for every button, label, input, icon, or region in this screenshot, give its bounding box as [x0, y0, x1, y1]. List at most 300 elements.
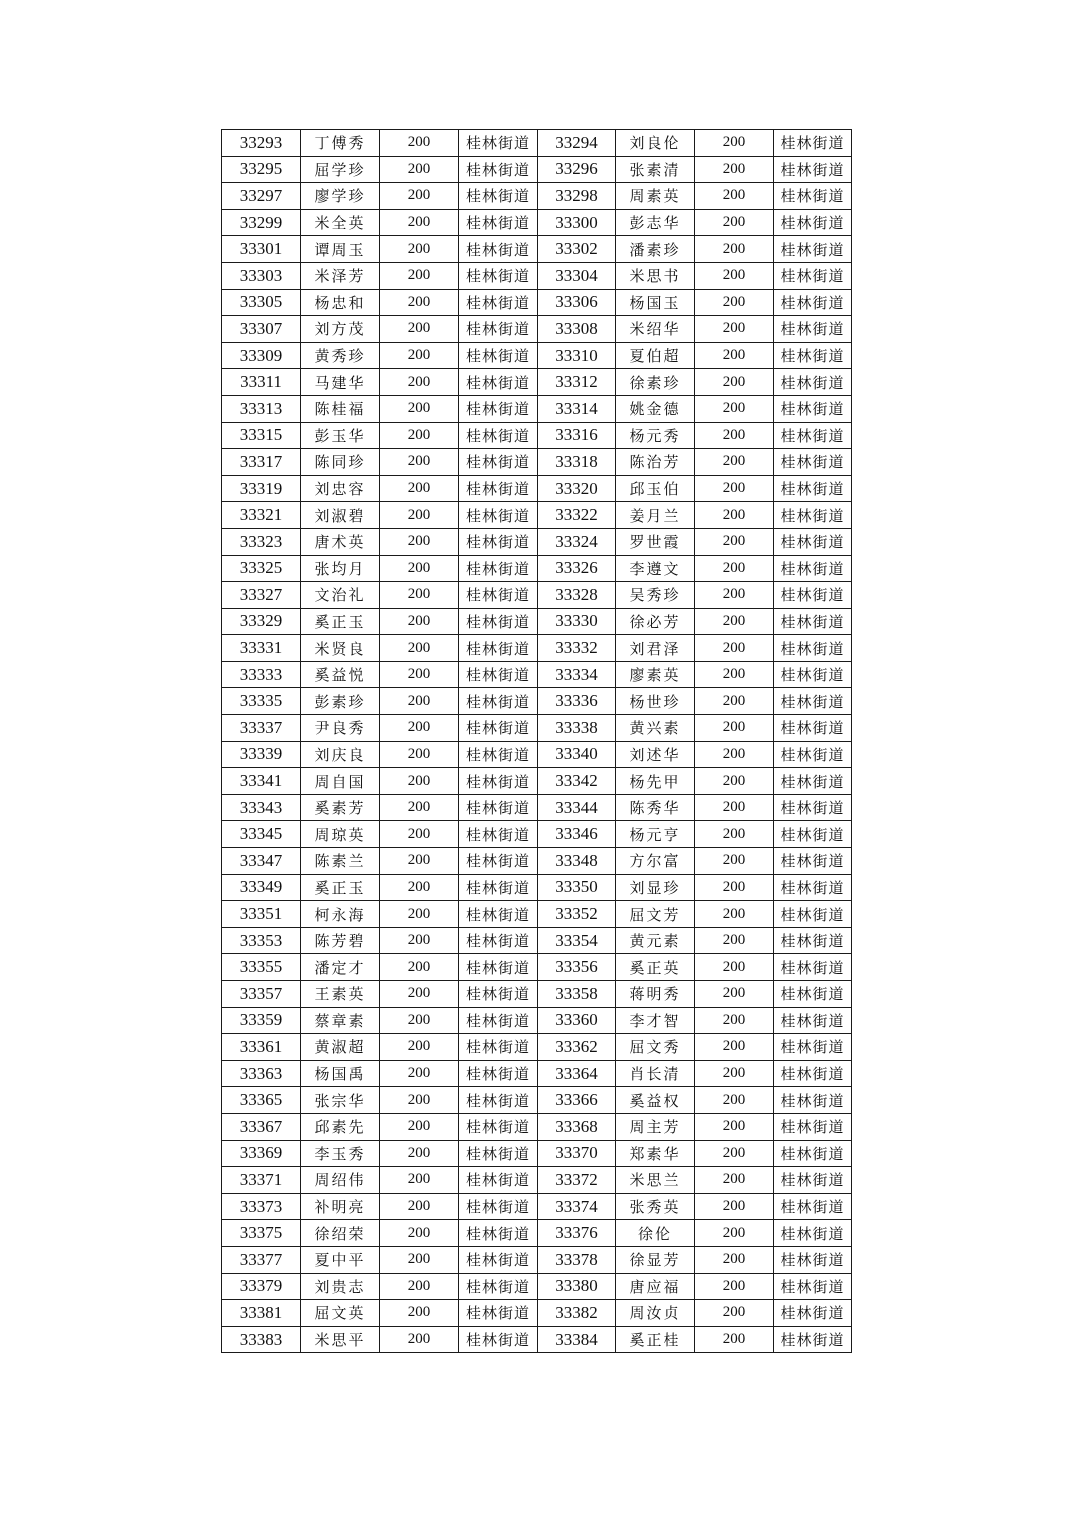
subdistrict-cell: 桂林街道: [459, 342, 538, 369]
record-number-cell: 33380: [538, 1273, 616, 1300]
record-number-cell: 33363: [222, 1060, 301, 1087]
amount-cell: 200: [380, 794, 459, 821]
table-row: [222, 794, 852, 821]
record-number-cell: 33324: [538, 528, 616, 555]
table-row: [222, 821, 852, 848]
person-name-cell: 潘定才: [301, 954, 380, 981]
amount-cell: 200: [380, 927, 459, 954]
person-name-cell: 周主芳: [616, 1113, 695, 1140]
subdistrict-cell: 桂林街道: [459, 1193, 538, 1220]
table-row: [222, 528, 852, 555]
table-row: [222, 981, 852, 1008]
person-name-cell: 马建华: [301, 369, 380, 396]
amount-cell: 200: [380, 635, 459, 662]
person-name-cell: 李才智: [616, 1007, 695, 1034]
record-number-cell: 33313: [222, 395, 301, 422]
amount-cell: 200: [695, 715, 774, 742]
amount-cell: 200: [695, 661, 774, 688]
person-name-cell: 丁傅秀: [301, 130, 380, 157]
table-row: [222, 449, 852, 476]
amount-cell: 200: [380, 156, 459, 183]
person-name-cell: 杨国玉: [616, 289, 695, 316]
record-number-cell: 33303: [222, 262, 301, 289]
person-name-cell: 米全英: [301, 209, 380, 236]
record-number-cell: 33366: [538, 1087, 616, 1114]
amount-cell: 200: [380, 582, 459, 609]
subdistrict-cell: 桂林街道: [774, 954, 852, 981]
record-number-cell: 33317: [222, 449, 301, 476]
amount-cell: 200: [695, 794, 774, 821]
amount-cell: 200: [695, 422, 774, 449]
subdistrict-cell: 桂林街道: [459, 422, 538, 449]
amount-cell: 200: [695, 262, 774, 289]
subdistrict-cell: 桂林街道: [459, 688, 538, 715]
person-name-cell: 杨忠和: [301, 289, 380, 316]
record-number-cell: 33349: [222, 874, 301, 901]
subdistrict-cell: 桂林街道: [459, 183, 538, 210]
record-number-cell: 33346: [538, 821, 616, 848]
amount-cell: 200: [380, 1113, 459, 1140]
subdistrict-cell: 桂林街道: [459, 1140, 538, 1167]
subdistrict-cell: 桂林街道: [459, 528, 538, 555]
person-name-cell: 唐术英: [301, 528, 380, 555]
amount-cell: 200: [695, 874, 774, 901]
person-name-cell: 杨先甲: [616, 768, 695, 795]
record-number-cell: 33350: [538, 874, 616, 901]
table-row: [222, 1034, 852, 1061]
amount-cell: 200: [380, 848, 459, 875]
table-row: [222, 927, 852, 954]
person-name-cell: 刘述华: [616, 741, 695, 768]
subdistrict-cell: 桂林街道: [774, 1246, 852, 1273]
record-number-cell: 33362: [538, 1034, 616, 1061]
person-name-cell: 李遵文: [616, 555, 695, 582]
person-name-cell: 陈秀华: [616, 794, 695, 821]
table-row: [222, 502, 852, 529]
table-row: [222, 262, 852, 289]
subdistrict-cell: 桂林街道: [459, 768, 538, 795]
amount-cell: 200: [380, 1007, 459, 1034]
record-number-cell: 33351: [222, 901, 301, 928]
subdistrict-cell: 桂林街道: [459, 502, 538, 529]
subdistrict-cell: 桂林街道: [774, 874, 852, 901]
person-name-cell: 谭周玉: [301, 236, 380, 263]
amount-cell: 200: [380, 1060, 459, 1087]
record-number-cell: 33376: [538, 1220, 616, 1247]
amount-cell: 200: [695, 608, 774, 635]
person-name-cell: 文治礼: [301, 582, 380, 609]
subdistrict-cell: 桂林街道: [459, 1034, 538, 1061]
table-row: [222, 1273, 852, 1300]
table-row: [222, 768, 852, 795]
record-number-cell: 33295: [222, 156, 301, 183]
person-name-cell: 王素英: [301, 981, 380, 1008]
person-name-cell: 徐显芳: [616, 1246, 695, 1273]
amount-cell: 200: [380, 1140, 459, 1167]
person-name-cell: 黄淑超: [301, 1034, 380, 1061]
subdistrict-cell: 桂林街道: [774, 1326, 852, 1353]
person-name-cell: 杨世珍: [616, 688, 695, 715]
person-name-cell: 夏伯超: [616, 342, 695, 369]
subdistrict-cell: 桂林街道: [774, 475, 852, 502]
person-name-cell: 刘贵志: [301, 1273, 380, 1300]
record-number-cell: 33309: [222, 342, 301, 369]
amount-cell: 200: [695, 555, 774, 582]
person-name-cell: 张素清: [616, 156, 695, 183]
record-number-cell: 33354: [538, 927, 616, 954]
subdistrict-cell: 桂林街道: [774, 183, 852, 210]
subdistrict-cell: 桂林街道: [774, 1034, 852, 1061]
subdistrict-cell: 桂林街道: [459, 794, 538, 821]
person-name-cell: 屈文芳: [616, 901, 695, 928]
subdistrict-cell: 桂林街道: [459, 715, 538, 742]
person-name-cell: 刘淑碧: [301, 502, 380, 529]
amount-cell: 200: [380, 1193, 459, 1220]
table-row: [222, 1060, 852, 1087]
amount-cell: 200: [380, 715, 459, 742]
amount-cell: 200: [380, 1167, 459, 1194]
amount-cell: 200: [695, 449, 774, 476]
person-name-cell: 周绍伟: [301, 1167, 380, 1194]
table-row: [222, 1113, 852, 1140]
amount-cell: 200: [380, 289, 459, 316]
record-number-cell: 33301: [222, 236, 301, 263]
amount-cell: 200: [695, 183, 774, 210]
record-number-cell: 33353: [222, 927, 301, 954]
table-row: [222, 342, 852, 369]
table-row: [222, 1220, 852, 1247]
record-number-cell: 33357: [222, 981, 301, 1008]
person-name-cell: 徐必芳: [616, 608, 695, 635]
record-number-cell: 33337: [222, 715, 301, 742]
subdistrict-cell: 桂林街道: [774, 156, 852, 183]
person-name-cell: 陈素兰: [301, 848, 380, 875]
subdistrict-cell: 桂林街道: [774, 1007, 852, 1034]
person-name-cell: 米贤良: [301, 635, 380, 662]
record-number-cell: 33348: [538, 848, 616, 875]
record-number-cell: 33300: [538, 209, 616, 236]
table-row: [222, 422, 852, 449]
record-number-cell: 33365: [222, 1087, 301, 1114]
person-name-cell: 罗世霞: [616, 528, 695, 555]
person-name-cell: 潘素珍: [616, 236, 695, 263]
person-name-cell: 蒋明秀: [616, 981, 695, 1008]
amount-cell: 200: [695, 1300, 774, 1327]
amount-cell: 200: [695, 130, 774, 157]
table-row: [222, 1246, 852, 1273]
subdistrict-cell: 桂林街道: [459, 395, 538, 422]
record-number-cell: 33334: [538, 661, 616, 688]
person-name-cell: 陈桂福: [301, 395, 380, 422]
person-name-cell: 刘方茂: [301, 316, 380, 343]
person-name-cell: 夏中平: [301, 1246, 380, 1273]
subdistrict-cell: 桂林街道: [459, 555, 538, 582]
record-number-cell: 33306: [538, 289, 616, 316]
amount-cell: 200: [695, 395, 774, 422]
person-name-cell: 米思平: [301, 1326, 380, 1353]
person-name-cell: 奚正玉: [301, 608, 380, 635]
amount-cell: 200: [380, 981, 459, 1008]
person-name-cell: 唐应福: [616, 1273, 695, 1300]
person-name-cell: 陈芳碧: [301, 927, 380, 954]
amount-cell: 200: [695, 848, 774, 875]
subdistrict-cell: 桂林街道: [774, 715, 852, 742]
subdistrict-cell: 桂林街道: [459, 1167, 538, 1194]
person-name-cell: 周汝贞: [616, 1300, 695, 1327]
amount-cell: 200: [695, 1220, 774, 1247]
person-name-cell: 杨国禹: [301, 1060, 380, 1087]
person-name-cell: 奚益悦: [301, 661, 380, 688]
subdistrict-cell: 桂林街道: [774, 927, 852, 954]
record-number-cell: 33367: [222, 1113, 301, 1140]
subdistrict-cell: 桂林街道: [774, 369, 852, 396]
subdistrict-cell: 桂林街道: [459, 1007, 538, 1034]
person-name-cell: 屈文秀: [616, 1034, 695, 1061]
record-number-cell: 33352: [538, 901, 616, 928]
person-name-cell: 周琼英: [301, 821, 380, 848]
amount-cell: 200: [695, 688, 774, 715]
subdistrict-cell: 桂林街道: [459, 661, 538, 688]
table-row: [222, 715, 852, 742]
amount-cell: 200: [380, 369, 459, 396]
amount-cell: 200: [695, 342, 774, 369]
subdistrict-cell: 桂林街道: [459, 848, 538, 875]
amount-cell: 200: [380, 768, 459, 795]
person-name-cell: 奚素芳: [301, 794, 380, 821]
amount-cell: 200: [695, 927, 774, 954]
amount-cell: 200: [695, 1167, 774, 1194]
record-number-cell: 33318: [538, 449, 616, 476]
record-number-cell: 33368: [538, 1113, 616, 1140]
record-number-cell: 33297: [222, 183, 301, 210]
record-number-cell: 33314: [538, 395, 616, 422]
record-number-cell: 33302: [538, 236, 616, 263]
record-number-cell: 33315: [222, 422, 301, 449]
amount-cell: 200: [380, 821, 459, 848]
subdistrict-cell: 桂林街道: [774, 794, 852, 821]
record-number-cell: 33296: [538, 156, 616, 183]
person-name-cell: 周素英: [616, 183, 695, 210]
amount-cell: 200: [695, 209, 774, 236]
subdistrict-cell: 桂林街道: [774, 1193, 852, 1220]
person-name-cell: 奚正英: [616, 954, 695, 981]
amount-cell: 200: [695, 1193, 774, 1220]
person-name-cell: 彭素珍: [301, 688, 380, 715]
amount-cell: 200: [380, 395, 459, 422]
amount-cell: 200: [380, 130, 459, 157]
person-name-cell: 李玉秀: [301, 1140, 380, 1167]
person-name-cell: 姜月兰: [616, 502, 695, 529]
person-name-cell: 米绍华: [616, 316, 695, 343]
record-number-cell: 33382: [538, 1300, 616, 1327]
record-number-cell: 33304: [538, 262, 616, 289]
subdistrict-cell: 桂林街道: [774, 1140, 852, 1167]
table-row: [222, 741, 852, 768]
record-number-cell: 33311: [222, 369, 301, 396]
record-number-cell: 33298: [538, 183, 616, 210]
record-number-cell: 33375: [222, 1220, 301, 1247]
amount-cell: 200: [380, 449, 459, 476]
person-name-cell: 屈学珍: [301, 156, 380, 183]
record-number-cell: 33316: [538, 422, 616, 449]
record-number-cell: 33329: [222, 608, 301, 635]
record-number-cell: 33307: [222, 316, 301, 343]
record-number-cell: 33345: [222, 821, 301, 848]
amount-cell: 200: [380, 1220, 459, 1247]
person-name-cell: 奚正桂: [616, 1326, 695, 1353]
subdistrict-cell: 桂林街道: [774, 528, 852, 555]
subdistrict-cell: 桂林街道: [459, 289, 538, 316]
subdistrict-cell: 桂林街道: [774, 901, 852, 928]
person-name-cell: 刘君泽: [616, 635, 695, 662]
table-row: [222, 1007, 852, 1034]
amount-cell: 200: [695, 316, 774, 343]
person-name-cell: 黄元素: [616, 927, 695, 954]
subdistrict-cell: 桂林街道: [774, 449, 852, 476]
amount-cell: 200: [380, 1300, 459, 1327]
record-number-cell: 33369: [222, 1140, 301, 1167]
record-number-cell: 33293: [222, 130, 301, 157]
subdistrict-cell: 桂林街道: [459, 1060, 538, 1087]
amount-cell: 200: [380, 874, 459, 901]
subdistrict-cell: 桂林街道: [459, 901, 538, 928]
amount-cell: 200: [695, 635, 774, 662]
person-name-cell: 刘庆良: [301, 741, 380, 768]
table-row: [222, 635, 852, 662]
person-name-cell: 徐绍荣: [301, 1220, 380, 1247]
subdistrict-cell: 桂林街道: [459, 874, 538, 901]
subdistrict-cell: 桂林街道: [459, 954, 538, 981]
table-row: [222, 369, 852, 396]
subdistrict-cell: 桂林街道: [459, 130, 538, 157]
subdistrict-cell: 桂林街道: [459, 262, 538, 289]
subdistrict-cell: 桂林街道: [774, 661, 852, 688]
person-name-cell: 周自国: [301, 768, 380, 795]
subdistrict-cell: 桂林街道: [459, 981, 538, 1008]
subdistrict-cell: 桂林街道: [459, 821, 538, 848]
record-number-cell: 33305: [222, 289, 301, 316]
amount-cell: 200: [695, 1326, 774, 1353]
table-row: [222, 688, 852, 715]
subdistrict-cell: 桂林街道: [459, 1220, 538, 1247]
amount-cell: 200: [695, 289, 774, 316]
subdistrict-cell: 桂林街道: [459, 1113, 538, 1140]
person-name-cell: 黄秀珍: [301, 342, 380, 369]
subdistrict-cell: 桂林街道: [774, 608, 852, 635]
table-row: [222, 395, 852, 422]
person-name-cell: 刘良伦: [616, 130, 695, 157]
person-name-cell: 徐伦: [616, 1220, 695, 1247]
roster-table: [221, 129, 852, 1353]
subdistrict-cell: 桂林街道: [459, 741, 538, 768]
amount-cell: 200: [380, 475, 459, 502]
amount-cell: 200: [695, 1034, 774, 1061]
amount-cell: 200: [695, 528, 774, 555]
amount-cell: 200: [695, 475, 774, 502]
subdistrict-cell: 桂林街道: [774, 1060, 852, 1087]
subdistrict-cell: 桂林街道: [459, 316, 538, 343]
table-row: [222, 289, 852, 316]
record-number-cell: 33359: [222, 1007, 301, 1034]
table-row: [222, 1193, 852, 1220]
subdistrict-cell: 桂林街道: [774, 130, 852, 157]
amount-cell: 200: [380, 236, 459, 263]
subdistrict-cell: 桂林街道: [459, 156, 538, 183]
record-number-cell: 33341: [222, 768, 301, 795]
record-number-cell: 33323: [222, 528, 301, 555]
record-number-cell: 33378: [538, 1246, 616, 1273]
record-number-cell: 33343: [222, 794, 301, 821]
record-number-cell: 33326: [538, 555, 616, 582]
person-name-cell: 蔡章素: [301, 1007, 380, 1034]
subdistrict-cell: 桂林街道: [774, 262, 852, 289]
record-number-cell: 33333: [222, 661, 301, 688]
record-number-cell: 33383: [222, 1326, 301, 1353]
table-row: [222, 209, 852, 236]
record-number-cell: 33339: [222, 741, 301, 768]
subdistrict-cell: 桂林街道: [459, 369, 538, 396]
subdistrict-cell: 桂林街道: [774, 1300, 852, 1327]
amount-cell: 200: [380, 316, 459, 343]
record-number-cell: 33331: [222, 635, 301, 662]
person-name-cell: 刘忠容: [301, 475, 380, 502]
amount-cell: 200: [380, 1273, 459, 1300]
person-name-cell: 杨元秀: [616, 422, 695, 449]
amount-cell: 200: [380, 555, 459, 582]
amount-cell: 200: [380, 661, 459, 688]
amount-cell: 200: [380, 422, 459, 449]
person-name-cell: 吴秀珍: [616, 582, 695, 609]
person-name-cell: 廖素英: [616, 661, 695, 688]
subdistrict-cell: 桂林街道: [459, 608, 538, 635]
subdistrict-cell: 桂林街道: [459, 1246, 538, 1273]
amount-cell: 200: [695, 1140, 774, 1167]
person-name-cell: 邱玉伯: [616, 475, 695, 502]
subdistrict-cell: 桂林街道: [459, 236, 538, 263]
amount-cell: 200: [695, 981, 774, 1008]
table-row: [222, 130, 852, 157]
subdistrict-cell: 桂林街道: [774, 1220, 852, 1247]
amount-cell: 200: [380, 608, 459, 635]
amount-cell: 200: [380, 262, 459, 289]
table-row: [222, 1300, 852, 1327]
subdistrict-cell: 桂林街道: [774, 289, 852, 316]
person-name-cell: 彭玉华: [301, 422, 380, 449]
subdistrict-cell: 桂林街道: [774, 688, 852, 715]
subdistrict-cell: 桂林街道: [774, 342, 852, 369]
person-name-cell: 张均月: [301, 555, 380, 582]
record-number-cell: 33322: [538, 502, 616, 529]
person-name-cell: 补明亮: [301, 1193, 380, 1220]
record-number-cell: 33381: [222, 1300, 301, 1327]
person-name-cell: 杨元亨: [616, 821, 695, 848]
person-name-cell: 刘显珍: [616, 874, 695, 901]
record-number-cell: 33325: [222, 555, 301, 582]
record-number-cell: 33358: [538, 981, 616, 1008]
table-row: [222, 901, 852, 928]
record-number-cell: 33379: [222, 1273, 301, 1300]
person-name-cell: 彭志华: [616, 209, 695, 236]
person-name-cell: 张宗华: [301, 1087, 380, 1114]
record-number-cell: 33335: [222, 688, 301, 715]
person-name-cell: 柯永海: [301, 901, 380, 928]
person-name-cell: 奚益权: [616, 1087, 695, 1114]
person-name-cell: 郑素华: [616, 1140, 695, 1167]
amount-cell: 200: [695, 954, 774, 981]
record-number-cell: 33336: [538, 688, 616, 715]
subdistrict-cell: 桂林街道: [459, 1087, 538, 1114]
record-number-cell: 33327: [222, 582, 301, 609]
